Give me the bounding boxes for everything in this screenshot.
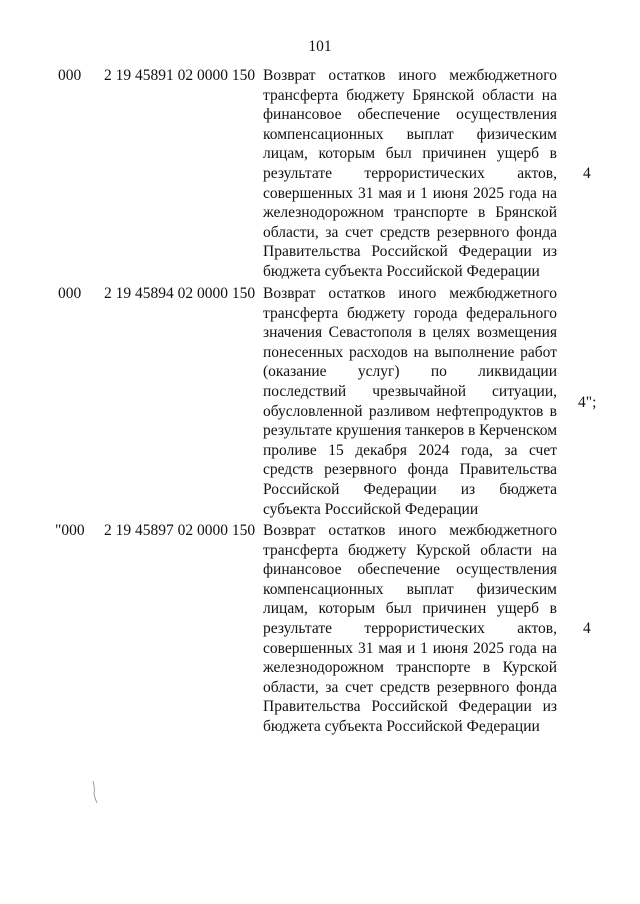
budget-classification-code: 2 19 45897 02 0000 150 xyxy=(104,522,256,539)
revenue-description: Возврат остатков иного межбюджетного трансферта бюджету города федерального значения Севастополя в целях возмещения понесенных расходов на выполнение работ (оказание услуг) по ликвидации последствий чрезвычайной ситуации, обусловленной разливом нефтепродуктов в результате крушения танкеров в Керченском проливе 15 декабря 2024 года, за счет средств резервного фонда Правительства Российской Федерации из бюджета субъекта Российской Федерации xyxy=(263,285,558,518)
amount: 4 xyxy=(583,620,591,637)
admin-code: 000 xyxy=(58,285,82,302)
budget-classification-code: 2 19 45894 02 0000 150 xyxy=(104,285,256,302)
table-row xyxy=(0,66,640,280)
stray-pen-mark xyxy=(92,780,98,804)
budget-classification-code: 2 19 45891 02 0000 150 xyxy=(104,67,256,84)
table-row xyxy=(0,521,640,737)
page-number: 101 xyxy=(308,38,332,55)
table-row xyxy=(0,284,640,520)
admin-code: 000 xyxy=(58,67,82,84)
amount: 4 xyxy=(583,165,591,182)
admin-code: "000 xyxy=(55,522,85,539)
amount: 4"; xyxy=(578,394,597,411)
revenue-description: Возврат остатков иного межбюджетного трансферта бюджету Курской области на финансовое обеспечение осуществления компенсационных выплат физическим лицам, которым был причинен ущерб в результате террористических актов, совершенных 31 мая и 1 июня 2025 года на железнодорожном транспорте в Курской области, за счет средств резервного фонда Правительства Российской Федерации из бюджета субъекта Российской Федерации xyxy=(263,522,557,735)
revenue-description: Возврат остатков иного межбюджетного трансферта бюджету Брянской области на финансовое обеспечение осуществления компенсационных выплат физическим лицам, которым был причинен ущерб в результате террористических актов, совершенных 31 мая и 1 июня 2025 года на железнодорожном транспорте в Брянской области, за счет средств резервного фонда Правительства Российской Федерации из бюджета субъекта Российской Федерации xyxy=(263,67,557,280)
